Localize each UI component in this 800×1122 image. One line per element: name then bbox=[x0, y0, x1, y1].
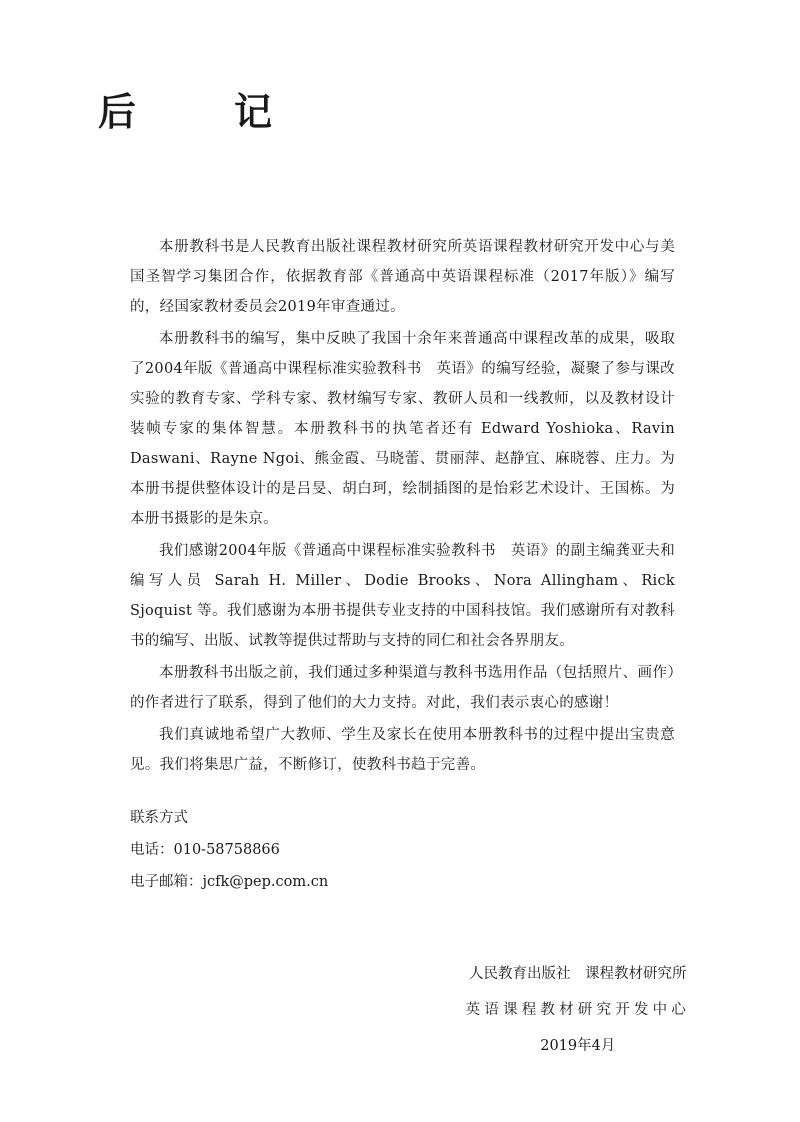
signature-date: 2019年4月 bbox=[540, 1038, 616, 1054]
page-title: 后 记 bbox=[98, 90, 303, 134]
paragraph-4: 本册教科书出版之前，我们通过多种渠道与教科书选用作品（包括照片、画作）的作者进行了联系，得到了他们的大力支持。对此，我们表示衷心的感谢！ bbox=[130, 665, 675, 711]
paragraph-3: 我们感谢2004年版《普通高中课程标准实验教科书 英语》的副主编龚亚夫和编写人员 Sarah H. Miller、Dodie Brooks、Nora Allingham、Rick Sjoquist 等。我们感谢为本册书提供专业支持的中国科技馆。我们感谢所有对教科书的编写、出版、试教等提供过帮助与支持的同仁和社会各界朋友。 bbox=[130, 543, 675, 649]
body-text bbox=[130, 232, 675, 782]
signature-department: 英语课程教材研究开发中心 bbox=[465, 1002, 690, 1018]
signature-block bbox=[466, 956, 690, 1064]
contact-phone: 电话：010-58758866 bbox=[130, 842, 280, 858]
paragraph-5: 我们真诚地希望广大教师、学生及家长在使用本册教科书的过程中提出宝贵意见。我们将集思广益，不断修订，使教科书趋于完善。 bbox=[130, 727, 675, 773]
contact-heading: 联系方式 bbox=[130, 810, 188, 826]
signature-organization: 人民教育出版社 课程教材研究所 bbox=[469, 966, 687, 982]
paragraph-1: 本册教科书是人民教育出版社课程教材研究所英语课程教材研究开发中心与美国圣智学习集团合作，依据教育部《普通高中英语课程标准（2017年版）》编写的，经国家教材委员会2019年审查通过。 bbox=[130, 239, 675, 315]
contact-section bbox=[130, 802, 328, 898]
contact-email: 电子邮箱：jcfk@pep.com.cn bbox=[130, 874, 329, 890]
paragraph-2: 本册教科书的编写，集中反映了我国十余年来普通高中课程改革的成果，吸取了2004年版《普通高中课程标准实验教科书 英语》的编写经验，凝聚了参与课改实验的教育专家、学科专家、教材编写专家、教研人员和一线教师，以及教材设计装帧专家的集体智慧。本册教科书的执笔者还有 Edward Yoshioka、Ravin Daswani、Rayne Ngoi、熊金霞、马晓蕾、贯丽萍、赵静宜、麻晓蓉、庄力。为本册书提供整体设计的是吕旻、胡白珂，绘制插图的是怡彩艺术设计、王国栋。为本册书摄影的是朱京。 bbox=[130, 331, 675, 527]
